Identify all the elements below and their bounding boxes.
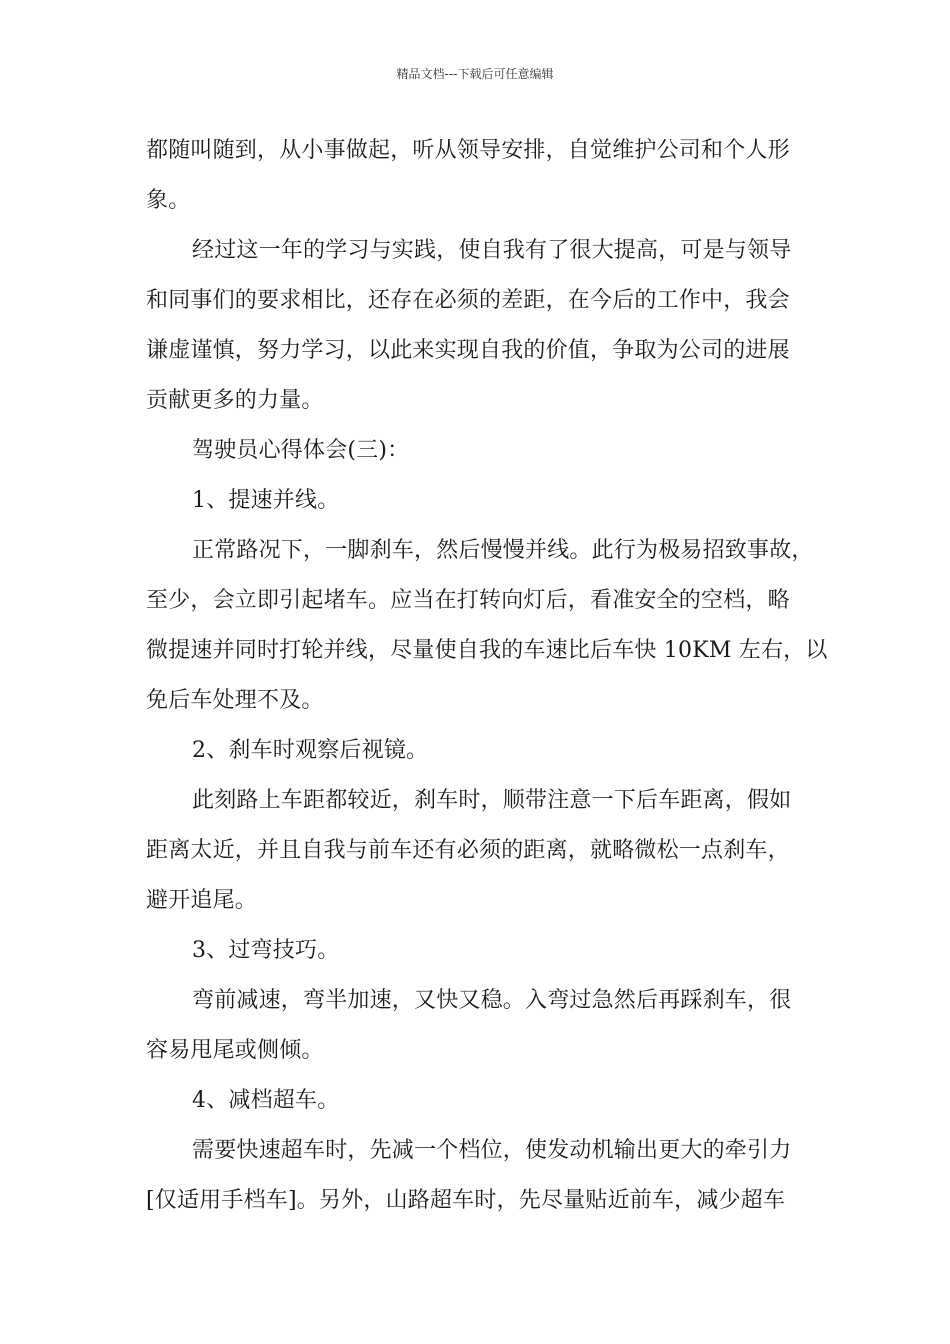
- document-body: [146, 126, 828, 1226]
- text-line: 此刻路上车距都较近，刹车时，顺带注意一下后车距离，假如: [192, 788, 792, 813]
- text-line: 免后车处理不及。: [146, 688, 324, 713]
- text-line: 象。: [146, 188, 191, 213]
- section-heading: 驾驶员心得体会(三)：: [192, 438, 410, 463]
- text-line: 经过这一年的学习与实践，使自我有了很大提高，可是与领导: [192, 238, 792, 263]
- text-line: 正常路况下，一脚刹车，然后慢慢并线。此行为极易招致事故，: [192, 538, 814, 563]
- text-line: 弯前减速，弯半加速，又快又稳。入弯过急然后再踩刹车，很: [192, 988, 792, 1013]
- text-line: 微提速并同时打轮并线，尽量使自我的车速比后车快 10KM 左右，以: [146, 638, 828, 663]
- text-line: [仅适用手档车]。另外，山路超车时，先尽量贴近前车，减少超车: [146, 1188, 786, 1213]
- page-header: 精品文档---下载后可任意编辑: [396, 67, 554, 81]
- item-heading: 3、过弯技巧。: [192, 938, 340, 963]
- text-line: 都随叫随到，从小事做起，听从领导安排，自觉维护公司和个人形: [146, 138, 790, 163]
- text-line: 至少，会立即引起堵车。应当在打转向灯后，看准安全的空档，略: [146, 588, 790, 613]
- text-line: 贡献更多的力量。: [146, 388, 324, 413]
- text-line: 容易甩尾或侧倾。: [146, 1038, 324, 1063]
- text-line: 距离太近，并且自我与前车还有必须的距离，就略微松一点刹车，: [146, 838, 790, 863]
- text-line: 谦虚谨慎，努力学习，以此来实现自我的价值，争取为公司的进展: [146, 338, 790, 363]
- text-line: 和同事们的要求相比，还存在必须的差距，在今后的工作中，我会: [146, 288, 790, 313]
- item-heading: 1、提速并线。: [192, 488, 340, 513]
- item-heading: 2、刹车时观察后视镜。: [192, 738, 429, 763]
- text-line: 需要快速超车时，先减一个档位，使发动机输出更大的牵引力: [192, 1138, 792, 1163]
- item-heading: 4、减档超车。: [192, 1088, 340, 1113]
- text-line: 避开追尾。: [146, 888, 258, 913]
